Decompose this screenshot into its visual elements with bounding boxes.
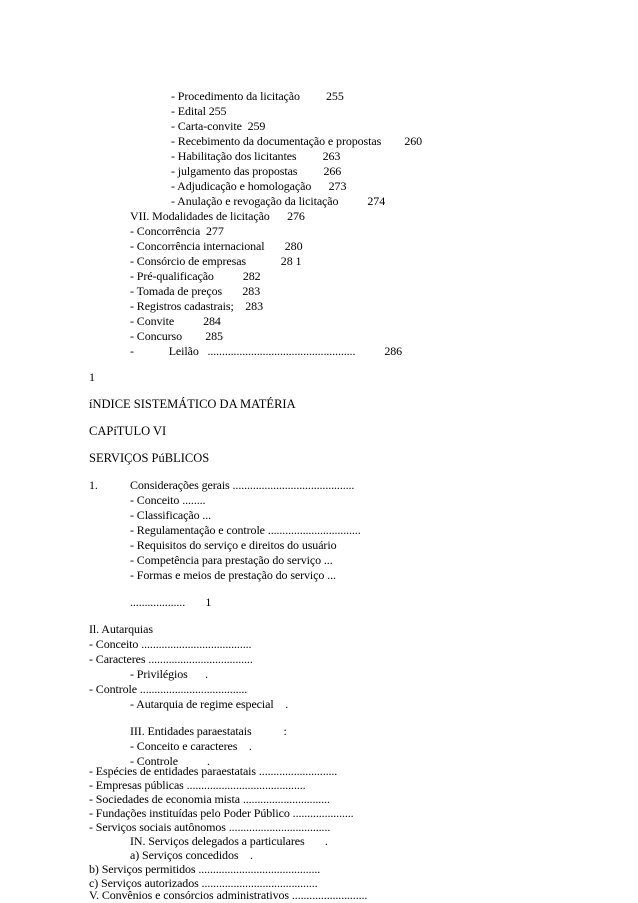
- toc-line: - Concorrência internacional 280: [130, 239, 303, 253]
- section-heading: Il. Autarquias: [89, 622, 153, 636]
- toc-section-heading: VII. Modalidades de licitação 276: [130, 209, 305, 223]
- toc-line: - Concorrência 277: [130, 224, 224, 238]
- section-item: - Regulamentação e controle ................................: [130, 523, 361, 537]
- toc-line: - Tomada de preços 283: [130, 284, 261, 298]
- section-item: - Competência para prestação do serviço ...: [130, 553, 333, 567]
- section-item: - Requisitos do serviço e direitos do usuário: [130, 538, 337, 552]
- section-item: - Caracteres ....................................: [89, 652, 253, 666]
- toc-line: - Consórcio de empresas 28 1: [130, 254, 302, 268]
- toc-line: - Anulação e revogação da licitação 274: [171, 194, 386, 208]
- section-item: - Controle .....................................: [89, 682, 248, 696]
- index-title: íNDICE SISTEMÁTICO DA MATÉRIA: [89, 397, 296, 411]
- toc-line: - Concurso 285: [130, 329, 223, 343]
- toc-line: - Convite 284: [130, 314, 221, 328]
- section-item: - Conceito ......................................: [89, 637, 252, 651]
- toc-line: - Edital 255: [171, 104, 227, 118]
- section-item: - Espécies de entidades paraestatais ...........................: [89, 764, 338, 778]
- section-page-ref: ................... 1: [130, 595, 212, 609]
- section-item: - Autarquia de regime especial .: [130, 697, 289, 711]
- section-heading: IN. Serviços delegados a particulares .: [130, 834, 328, 848]
- section-item: - Privilégios .: [130, 667, 208, 681]
- section-item: - Classificação ...: [130, 508, 212, 522]
- section-item: - Formas e meios de prestação do serviço ...: [130, 568, 336, 582]
- toc-line: - julgamento das propostas 266: [171, 164, 342, 178]
- toc-line: - Adjudicação e homologação 273: [171, 179, 347, 193]
- section-item: - Serviços sociais autônomos ...................................: [89, 820, 331, 834]
- section-item: - Sociedades de economia mista ..............................: [89, 792, 330, 806]
- section-item: a) Serviços concedidos .: [130, 848, 253, 862]
- toc-line: - Procedimento da licitação 255: [171, 89, 344, 103]
- section-number: 1.: [89, 478, 98, 492]
- toc-line: - Registros cadastrais; 283: [130, 299, 263, 313]
- page-number: 1: [89, 370, 95, 384]
- section-item: - Conceito e caracteres .: [130, 739, 252, 753]
- section-item: - Controle .: [130, 754, 210, 768]
- chapter-label: CAPíTULO VI: [89, 424, 167, 438]
- toc-line: - Pré-qualificação 282: [130, 269, 261, 283]
- section-item: - Fundações instituídas pelo Poder Público .....................: [89, 806, 354, 820]
- section-item: b) Serviços permitidos ..........................................: [89, 862, 321, 876]
- toc-line: - Carta-convite 259: [171, 119, 266, 133]
- section-title: Considerações gerais ..........................................: [130, 478, 355, 492]
- chapter-title: SERVIÇOS PúBLICOS: [89, 451, 210, 465]
- section-item: V. Convênios e consórcios administrativos ..........................: [89, 888, 368, 902]
- section-item: c) Serviços autorizados ........................................: [89, 876, 318, 890]
- toc-line: - Leilão ................................................... 286: [130, 344, 403, 358]
- toc-line: - Recebimento da documentação e propostas 260: [171, 134, 423, 148]
- toc-line: - Habilitação dos licitantes 263: [171, 149, 341, 163]
- section-item: - Empresas públicas .........................................: [89, 778, 306, 792]
- section-heading: III. Entidades paraestatais :: [130, 724, 287, 738]
- section-item: - Conceito ........: [130, 493, 206, 507]
